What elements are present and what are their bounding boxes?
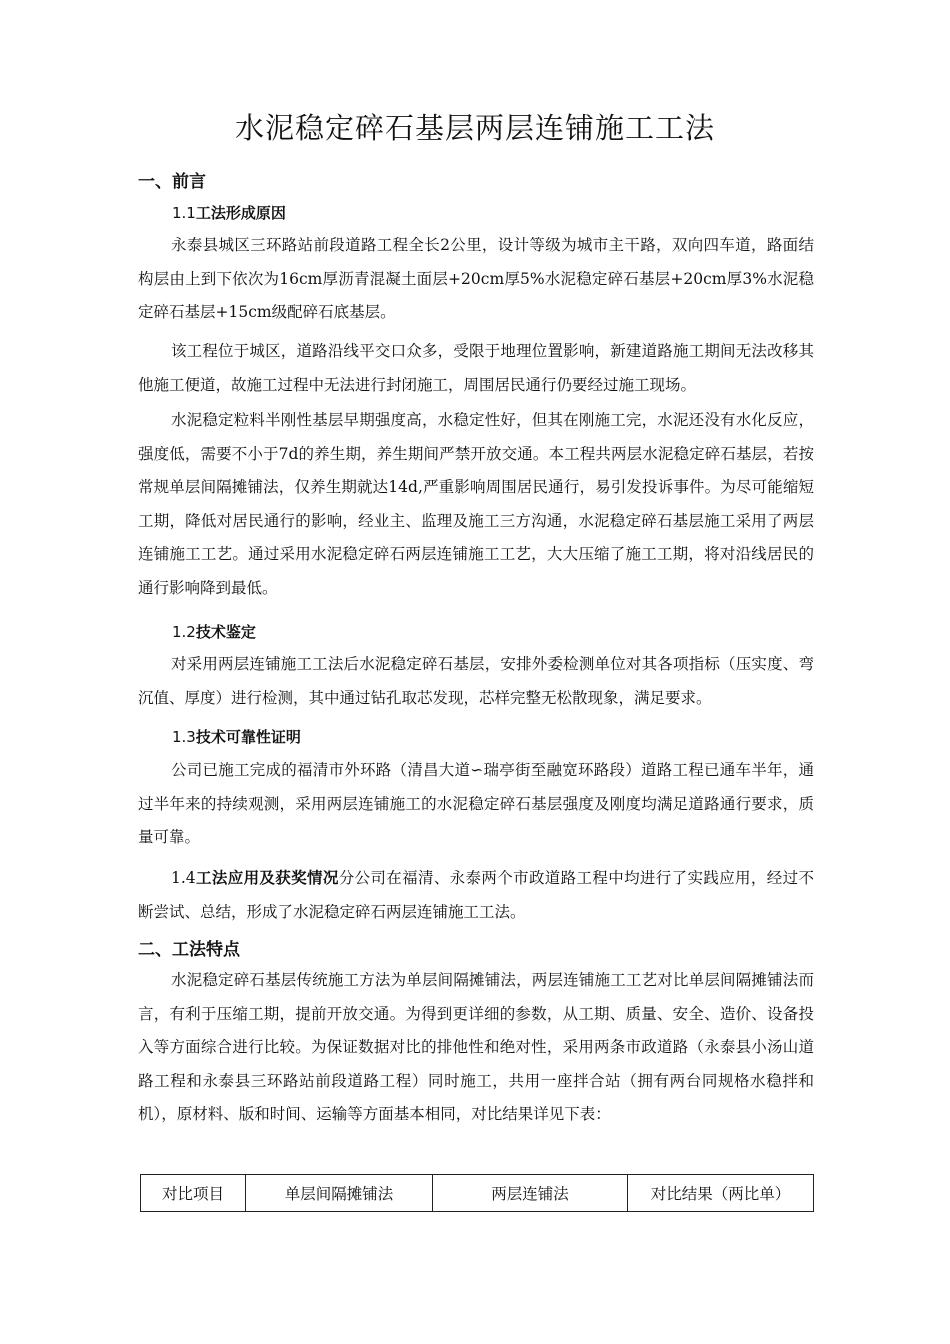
subsection-1-1-heading — [172, 202, 286, 224]
table-header-cell: 单层间隔摊铺法 — [246, 1175, 433, 1212]
section-2-heading: 二、工法特点 — [138, 940, 240, 960]
table-header-row — [141, 1175, 814, 1212]
paragraph-text: 分公司在福清、永泰两个市政道路工程中均进行了实践应用，经过不断尝试、总结，形成了水泥稳定碎石两层连铺施工工法。 — [138, 869, 814, 921]
section-1-heading: 一、前言 — [138, 172, 206, 192]
subsection-1-2-heading — [172, 621, 256, 643]
paragraph-1-3: 公司已施工完成的福清市外环路（清昌大道∽瑞亭街至融宽环路段）道路工程已通车半年，通过半年来的持续观测，采用两层连铺施工的水泥稳定碎石基层强度及刚度均满足道路通行要求，质量可靠。 — [138, 761, 814, 847]
subsection-number: 1.3 — [172, 728, 196, 746]
paragraph-1-2: 对采用两层连铺施工工法后水泥稳定碎石基层，安排外委检测单位对其各项指标（压实度、弯沉值、厚度）进行检测，其中通过钻孔取芯发现，芯样完整无松散现象，满足要求。 — [138, 655, 814, 707]
paragraph-2: 水泥稳定碎石基层传统施工方法为单层间隔摊铺法，两层连铺施工工艺对比单层间隔摊铺法而言，有利于压缩工期，提前开放交通。为得到更详细的参数，从工期、质量、安全、造价、设备投入等方面综合进行比较。为保证数据对比的排他性和绝对性，采用两条市政道路（永泰县小汤山道路工程和永泰县三环路站前段道路工程）同时施工，共用一座拌合站（拥有两台同规格水稳拌和机），原材料、版和时间、运输等方面基本相同，对比结果详见下表： — [138, 971, 814, 1124]
table-header-cell: 对比结果（两比单） — [628, 1175, 814, 1212]
table-header-cell: 对比项目 — [141, 1175, 246, 1212]
subsection-number: 1.4 — [171, 869, 196, 887]
comparison-table — [140, 1174, 814, 1212]
paragraph-1-1-a: 永泰县城区三环路站前段道路工程全长2公里，设计等级为城市主干路，双向四车道，路面结构层由上到下依次为16cm厚沥青混凝土面层+20cm厚5%水泥稳定碎石基层+20cm厚3%水泥稳定碎石基层+15cm级配碎石底基层。 — [138, 236, 814, 322]
subsection-title: 工法应用及获奖情况 — [195, 869, 339, 887]
subsection-number: 1.2 — [172, 623, 196, 641]
paragraph-1-4 — [138, 862, 814, 929]
subsection-title: 技术可靠性证明 — [195, 728, 301, 746]
subsection-number: 1.1 — [172, 204, 196, 222]
document-title: 水泥稳定碎石基层两层连铺施工工法 — [234, 111, 715, 145]
subsection-1-3-heading — [172, 726, 301, 748]
paragraph-1-1-c: 水泥稳定粒料半刚性基层早期强度高，水稳定性好，但其在刚施工完，水泥还没有水化反应，强度低，需要不小于7d的养生期，养生期间严禁开放交通。本工程共两层水泥稳定碎石基层，若按常规单层间隔摊铺法，仅养生期就达14d,严重影响周围居民通行，易引发投诉事件。为尽可能缩短工期，降低对居民通行的影响，经业主、监理及施工三方沟通，水泥稳定碎石基层施工采用了两层连铺施工工艺。通过采用水泥稳定碎石两层连铺施工工艺，大大压缩了施工工期，将对沿线居民的通行影响降到最低。 — [138, 411, 814, 597]
paragraph-1-1-b: 该工程位于城区，道路沿线平交口众多，受限于地理位置影响，新建道路施工期间无法改移其他施工便道，故施工过程中无法进行封闭施工，周围居民通行仍要经过施工现场。 — [138, 342, 814, 394]
table-header-cell: 两层连铺法 — [433, 1175, 628, 1212]
subsection-title: 技术鉴定 — [195, 623, 256, 641]
subsection-title: 工法形成原因 — [195, 204, 286, 222]
